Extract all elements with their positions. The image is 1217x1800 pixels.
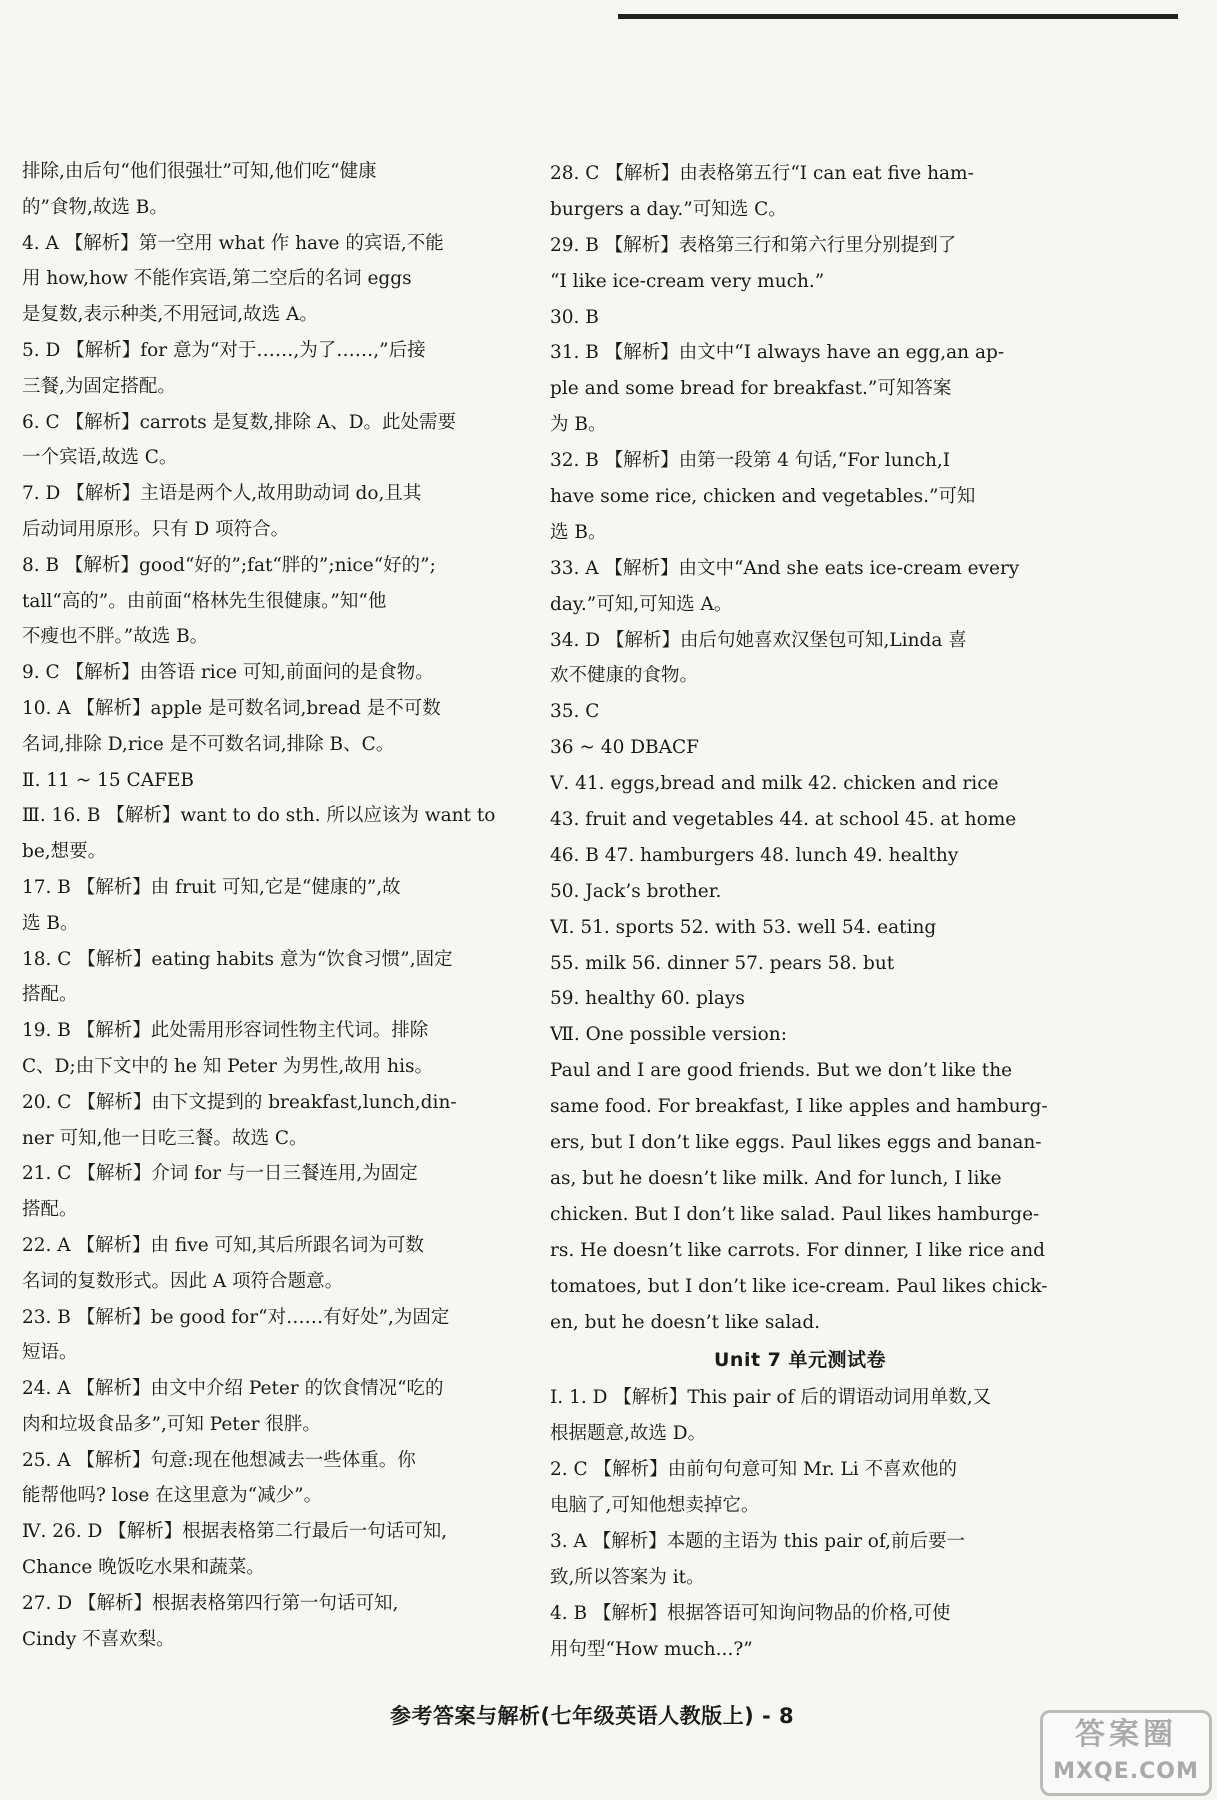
answer-line: burgers a day.”可知选 C。 (550, 198, 787, 220)
answer-line: 欢不健康的食物。 (550, 665, 699, 687)
answer-line: 34. D 【解析】由后句她喜欢汉堡包可知,Linda 喜 (550, 629, 967, 651)
answer-line: 8. B 【解析】good“好的”;fat“胖的”;nice“好的”; (22, 554, 436, 576)
answer-line: 32. B 【解析】由第一段第 4 句话,“For lunch,I (550, 450, 951, 472)
left-column (22, 154, 522, 1657)
answer-line: 5. D 【解析】for 意为“对于……,为了……,”后接 (22, 339, 426, 361)
answer-line: 18. C 【解析】eating habits 意为“饮食习惯”,固定 (22, 948, 453, 970)
answer-line: Ⅱ. 11 ~ 15 CAFEB (22, 769, 195, 791)
essay-line: rs. He doesn’t like carrots. For dinner, I like rice and (550, 1239, 1045, 1261)
answer-line: 55. milk 56. dinner 57. pears 58. but (550, 952, 895, 974)
answer-line: Ⅲ. 16. B 【解析】want to do sth. 所以应该为 want to (22, 805, 496, 827)
answer-line: 搭配。 (22, 1199, 78, 1221)
essay-line: en, but he doesn’t like salad. (550, 1311, 821, 1333)
answer-line: 46. B 47. hamburgers 48. lunch 49. healthy (550, 844, 959, 866)
answer-line: 24. A 【解析】由文中介绍 Peter 的饮食情况“吃的 (22, 1378, 444, 1400)
answer-line: 43. fruit and vegetables 44. at school 45. at home (550, 809, 1017, 831)
answer-line: 21. C 【解析】介词 for 与一日三餐连用,为固定 (22, 1163, 418, 1185)
top-rule (618, 14, 1178, 19)
answer-line: 36 ~ 40 DBACF (550, 737, 700, 759)
answer-line: 23. B 【解析】be good for“对……有好处”,为固定 (22, 1306, 450, 1328)
answer-line: “I like ice-cream very much.” (550, 270, 825, 292)
answer-line: 17. B 【解析】由 fruit 可知,它是“健康的”,故 (22, 876, 401, 898)
watermark-url: MXQE.COM (1053, 1759, 1199, 1784)
answer-line: 致,所以答案为 it。 (550, 1566, 705, 1588)
essay-line: ers, but I don’t like eggs. Paul likes eggs and banan- (550, 1132, 1042, 1154)
answer-line: day.”可知,可知选 A。 (550, 593, 733, 615)
answer-line: have some rice, chicken and vegetables.”可知 (550, 486, 976, 508)
answer-line: 22. A 【解析】由 five 可知,其后所跟名词为可数 (22, 1234, 424, 1256)
answer-line: 4. A 【解析】第一空用 what 作 have 的宾语,不能 (22, 232, 444, 254)
answer-line: 后动词用原形。只有 D 项符合。 (22, 518, 290, 540)
answer-line: 肉和垃圾食品多”,可知 Peter 很胖。 (22, 1413, 321, 1435)
watermark-text: 答案圈 (1075, 1717, 1177, 1752)
essay-line: chicken. But I don’t like salad. Paul likes hamburge- (550, 1203, 1040, 1225)
unit-7-answers (550, 1380, 1050, 1667)
answer-line: 30. B (550, 306, 599, 328)
answer-line: Ⅶ. One possible version: (550, 1024, 787, 1046)
answer-line: 排除,由后句“他们很强壮”可知,他们吃“健康 (22, 161, 377, 182)
answer-line: 三餐,为固定搭配。 (22, 375, 176, 397)
answer-line: 9. C 【解析】由答语 rice 可知,前面问的是食物。 (22, 662, 434, 684)
answer-line: 是复数,表示种类,不用冠词,故选 A。 (22, 304, 318, 326)
answer-line: 35. C (550, 701, 600, 723)
essay-line: Paul and I are good friends. But we don’t like the (550, 1060, 1013, 1082)
page-footer: 参考答案与解析(七年级英语人教版上) - 8 (390, 1704, 795, 1728)
answer-line: 用句型“How much...?” (550, 1638, 753, 1660)
answer-line: 27. D 【解析】根据表格第四行第一句话可知, (22, 1592, 399, 1614)
answer-line: 名词,排除 D,rice 是不可数名词,排除 B、C。 (22, 733, 395, 755)
answer-line: Chance 晚饭吃水果和蔬菜。 (22, 1557, 265, 1579)
answer-line: 7. D 【解析】主语是两个人,故用助动词 do,且其 (22, 483, 422, 505)
right-column (550, 156, 1050, 1668)
answer-line: 能帮他吗? lose 在这里意为“减少”。 (22, 1485, 323, 1507)
answer-line: 6. C 【解析】carrots 是复数,排除 A、D。此处需要 (22, 411, 457, 433)
answer-line: 名词的复数形式。因此 A 项符合题意。 (22, 1270, 344, 1292)
answer-line: 选 B。 (22, 912, 79, 934)
answer-line: tall“高的”。由前面“格林先生很健康。”知“他 (22, 590, 387, 612)
answer-line: 4. B 【解析】根据答语可知询问物品的价格,可使 (550, 1602, 951, 1624)
answer-line: 25. A 【解析】句意:现在他想减去一些体重。你 (22, 1449, 416, 1471)
answer-line: Ⅴ. 41. eggs,bread and milk 42. chicken and rice (550, 773, 999, 795)
answer-list-right (550, 156, 1050, 1053)
answer-line: 19. B 【解析】此处需用形容词性物主代词。排除 (22, 1020, 429, 1042)
answer-line: 28. C 【解析】由表格第五行“I can eat five ham- (550, 163, 974, 184)
watermark-logo (1040, 1710, 1212, 1796)
answer-line: 50. Jack’s brother. (550, 880, 722, 902)
answer-line: 33. A 【解析】由文中“And she eats ice-cream every (550, 557, 1020, 579)
answer-line: 用 how,how 不能作宾语,第二空后的名词 eggs (22, 268, 412, 290)
essay-sample (550, 1053, 1050, 1340)
answer-line: 一个宾语,故选 C。 (22, 447, 178, 469)
essay-line: tomatoes, but I don’t like ice-cream. Paul likes chick- (550, 1275, 1048, 1297)
answer-line: 59. healthy 60. plays (550, 988, 745, 1010)
answer-line: 短语。 (22, 1342, 78, 1364)
answer-line: Ⅳ. 26. D 【解析】根据表格第二行最后一句话可知, (22, 1521, 448, 1543)
answer-line: 29. B 【解析】表格第三行和第六行里分别提到了 (550, 234, 957, 256)
answer-line: ner 可知,他一日吃三餐。故选 C。 (22, 1127, 308, 1149)
essay-line: same food. For breakfast, I like apples and hamburg- (550, 1096, 1048, 1118)
answer-line: 20. C 【解析】由下文提到的 breakfast,lunch,din- (22, 1091, 457, 1113)
answer-line: be,想要。 (22, 841, 107, 863)
essay-line: as, but he doesn’t like milk. And for lunch, I like (550, 1167, 1002, 1189)
answer-line: 不瘦也不胖。”故选 B。 (22, 626, 209, 648)
answer-line: 选 B。 (550, 521, 607, 543)
answer-line: 3. A 【解析】本题的主语为 this pair of,前后要一 (550, 1530, 966, 1552)
answer-line: ple and some bread for breakfast.”可知答案 (550, 378, 952, 400)
answer-line: Cindy 不喜欢梨。 (22, 1628, 175, 1650)
answer-line: Ⅰ. 1. D 【解析】This pair of 后的谓语动词用单数,又 (550, 1387, 992, 1409)
answer-line: 根据题意,故选 D。 (550, 1423, 707, 1445)
answer-line: 2. C 【解析】由前句句意可知 Mr. Li 不喜欢他的 (550, 1459, 958, 1481)
answer-line: 的”食物,故选 B。 (22, 196, 168, 218)
answer-line: 搭配。 (22, 984, 78, 1006)
unit-title: Unit 7 单元测试卷 (714, 1349, 886, 1372)
answer-line: C、D;由下文中的 he 知 Peter 为男性,故用 his。 (22, 1055, 433, 1077)
answer-line: 10. A 【解析】apple 是可数名词,bread 是不可数 (22, 697, 441, 719)
answer-line: 为 B。 (550, 414, 607, 436)
answer-line: Ⅵ. 51. sports 52. with 53. well 54. eating (550, 916, 937, 938)
answer-line: 电脑了,可知他想卖掉它。 (550, 1495, 760, 1517)
answer-line: 31. B 【解析】由文中“I always have an egg,an ap- (550, 342, 1005, 364)
